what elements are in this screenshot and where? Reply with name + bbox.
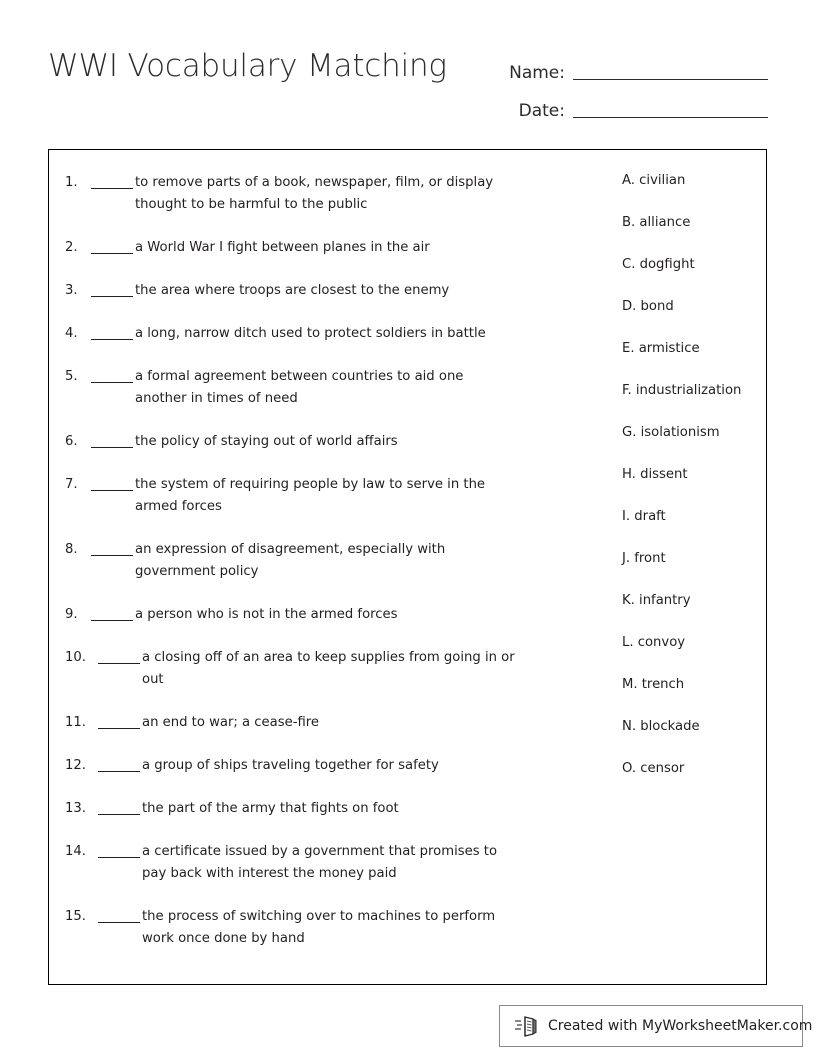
- definition-number: 2.: [65, 240, 78, 255]
- definition-text: a long, narrow ditch used to protect soldiers in battle: [135, 326, 486, 341]
- word-bank-item[interactable]: E. armistice: [622, 341, 700, 356]
- answer-blank[interactable]: [91, 431, 133, 448]
- date-input-line[interactable]: [573, 116, 768, 118]
- definition-number: 6.: [65, 434, 78, 449]
- definition-item: [65, 474, 515, 518]
- word-bank-item[interactable]: I. draft: [622, 509, 666, 524]
- page-title: WWI Vocabulary Matching: [48, 48, 447, 84]
- definition-number: 1.: [65, 175, 78, 190]
- answer-blank[interactable]: [98, 906, 140, 923]
- answer-blank[interactable]: [98, 647, 140, 664]
- definition-text: to remove parts of a book, newspaper, film, or display thought to be harmful to the public: [135, 175, 494, 212]
- answer-blank[interactable]: [98, 841, 140, 858]
- word-bank-item[interactable]: B. alliance: [622, 215, 691, 230]
- definition-item: [65, 323, 515, 345]
- definitions-list: [65, 172, 515, 950]
- word-bank-list: [622, 172, 762, 802]
- definition-item: [65, 798, 515, 820]
- definition-number: 10.: [65, 650, 86, 665]
- answer-blank[interactable]: [91, 474, 133, 491]
- answer-blank[interactable]: [91, 237, 133, 254]
- attribution-badge[interactable]: [499, 1005, 813, 1047]
- definition-number: 11.: [65, 715, 86, 730]
- definition-number: 5.: [65, 369, 78, 384]
- definition-number: 12.: [65, 758, 86, 773]
- definition-text: the area where troops are closest to the enemy: [135, 283, 450, 298]
- definition-text: a formal agreement between countries to aid one another in times of need: [135, 369, 464, 406]
- word-bank-item[interactable]: H. dissent: [622, 467, 688, 482]
- definition-text: an expression of disagreement, especially with government policy: [135, 542, 446, 579]
- word-bank-item[interactable]: K. infantry: [622, 593, 691, 608]
- definition-item: [65, 755, 515, 777]
- word-bank-item[interactable]: M. trench: [622, 677, 685, 692]
- word-bank-item[interactable]: C. dogfight: [622, 257, 695, 272]
- definition-number: 7.: [65, 477, 78, 492]
- answer-blank[interactable]: [98, 798, 140, 815]
- definition-number: 3.: [65, 283, 78, 298]
- definition-item: [65, 712, 515, 734]
- definition-item: [65, 539, 515, 583]
- definition-number: 14.: [65, 844, 86, 859]
- worksheet-panel: [48, 149, 767, 985]
- definition-number: 9.: [65, 607, 78, 622]
- student-meta-fields: [478, 48, 768, 124]
- word-bank-item[interactable]: N. blockade: [622, 719, 700, 734]
- answer-blank[interactable]: [98, 712, 140, 729]
- worksheet-header: [0, 0, 816, 140]
- date-field-row: [478, 86, 768, 124]
- definition-item: [65, 647, 515, 691]
- definition-text: the process of switching over to machines to perform work once done by hand: [142, 909, 496, 946]
- definition-text: the system of requiring people by law to serve in the armed forces: [135, 477, 486, 514]
- definition-item: [65, 280, 515, 302]
- definition-text: a World War I fight between planes in the air: [135, 240, 430, 255]
- definition-item: [65, 366, 515, 410]
- attribution-text: Created with MyWorksheetMaker.com: [548, 1018, 813, 1034]
- worksheet-logo-icon: [514, 1014, 540, 1038]
- answer-blank[interactable]: [91, 280, 133, 297]
- definition-text: a person who is not in the armed forces: [135, 607, 398, 622]
- name-field-row: [478, 48, 768, 86]
- definition-item: [65, 237, 515, 259]
- answer-blank[interactable]: [91, 539, 133, 556]
- answer-blank[interactable]: [91, 366, 133, 383]
- definition-item: [65, 906, 515, 950]
- word-bank-item[interactable]: F. industrialization: [622, 383, 742, 398]
- definition-item: [65, 431, 515, 453]
- definition-number: 4.: [65, 326, 78, 341]
- definition-number: 15.: [65, 909, 86, 924]
- word-bank-item[interactable]: D. bond: [622, 299, 674, 314]
- definition-text: a group of ships traveling together for safety: [142, 758, 439, 773]
- definition-text: an end to war; a cease-fire: [142, 715, 320, 730]
- answer-blank[interactable]: [91, 323, 133, 340]
- definition-text: the part of the army that fights on foot: [142, 801, 399, 816]
- answer-blank[interactable]: [91, 172, 133, 189]
- definition-number: 8.: [65, 542, 78, 557]
- answer-blank[interactable]: [98, 755, 140, 772]
- date-label: Date:: [518, 101, 565, 121]
- definition-item: [65, 172, 515, 216]
- definition-text: the policy of staying out of world affairs: [135, 434, 398, 449]
- word-bank-item[interactable]: G. isolationism: [622, 425, 720, 440]
- definition-text: a certificate issued by a government that promises to pay back with interest the money paid: [142, 844, 498, 881]
- answer-blank[interactable]: [91, 604, 133, 621]
- definition-item: [65, 841, 515, 885]
- definition-number: 13.: [65, 801, 86, 816]
- word-bank-item[interactable]: J. front: [622, 551, 666, 566]
- word-bank-item[interactable]: O. censor: [622, 761, 685, 776]
- name-label: Name:: [509, 63, 565, 83]
- definition-item: [65, 604, 515, 626]
- name-input-line[interactable]: [573, 78, 768, 80]
- definition-text: a closing off of an area to keep supplies from going in or out: [142, 650, 515, 687]
- word-bank-item[interactable]: A. civilian: [622, 173, 686, 188]
- word-bank-item[interactable]: L. convoy: [622, 635, 686, 650]
